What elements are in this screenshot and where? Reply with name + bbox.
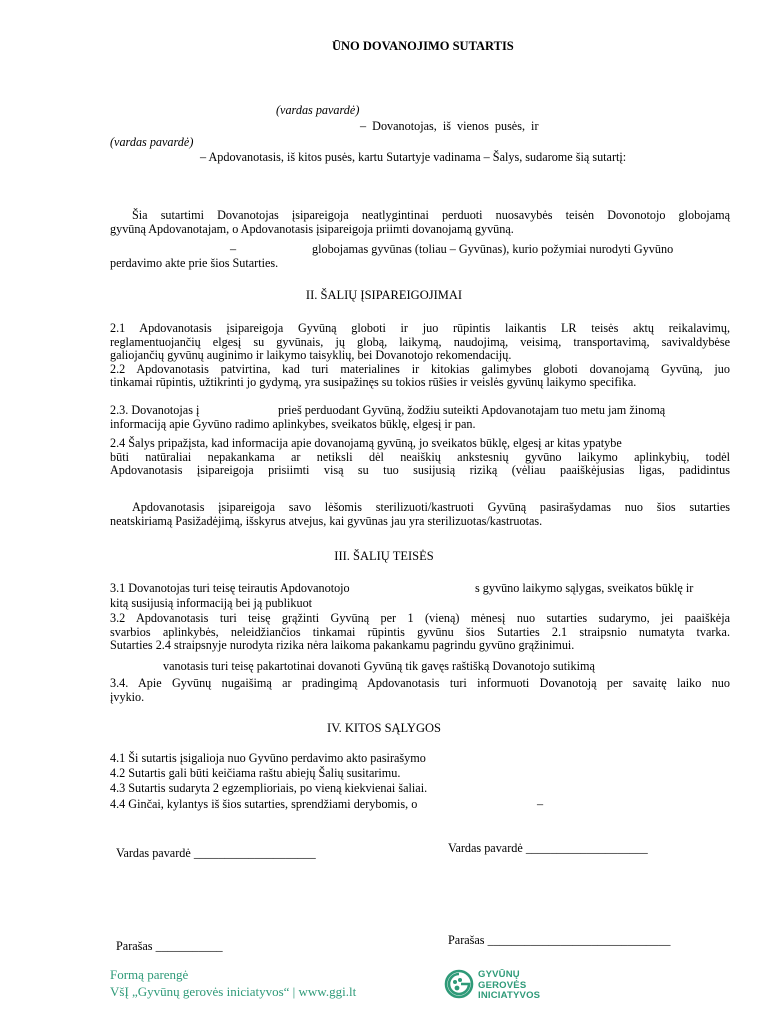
- clause-line: galiojančių gyvūnų auginimo ir laikymo taisyklių, bei Dovanotojo rekomendacijų.: [110, 348, 512, 362]
- footer-prepared-by: Formą parengė: [110, 967, 189, 982]
- clause-line: būti natūraliai nepakankama ar netiksli dėl neaiškių ankstesnių gyvūno laikymo aplinkybių, todėl: [110, 449, 730, 464]
- left-name-signature-line: Vardas pavardė ____________________: [116, 846, 316, 860]
- donor-name-placeholder: (vardas pavardė): [276, 103, 360, 117]
- organization-logo: [444, 969, 574, 1003]
- clause-line: neatskiriamą Pasižadėjimą, išskyrus atvejus, kai gyvūnas jau yra sterilizuotas/kastruotas.: [110, 513, 543, 528]
- intro-line-1: Šia sutartimi Dovanotojas įsipareigoja neatlygintinai perduoti nuosavybės teisėn Dovonotojo globojamą: [132, 208, 730, 222]
- clause-2-3-line-2: informaciją apie Gyvūno radimo aplinkybes, sveikatos būklę, elgesį ir pan.: [110, 417, 476, 431]
- donor-line: – Dovanotojas, iš vienos pusės, ir: [360, 119, 539, 133]
- clause-4-1: 4.1 Ši sutartis įsigalioja nuo Gyvūno perdavimo akto pasirašymo: [110, 751, 426, 765]
- clause-3-1-start: 3.1 Dovanotojas turi teisę teirautis Apdovanotojo: [110, 581, 350, 595]
- section-3-heading: III. ŠALIŲ TEISĖS: [334, 549, 434, 563]
- intro-line-4: perdavimo akte prie šios Sutarties.: [110, 256, 279, 270]
- clause-line: Apdovanotasis įsipareigoja savo lėšomis sterilizuoti/kastruoti Gyvūną pasirašydamas nuo šios sutarties: [132, 500, 730, 514]
- intro-dash: –: [230, 242, 237, 256]
- clause-3-4: [110, 677, 730, 704]
- right-sign-line: Parašas ______________________________: [448, 933, 671, 947]
- clause-2-4: [110, 437, 730, 478]
- clause-line: Apdovanotasis įsipareigoja prisiimti visą su tuo susijusią riziką (vėliau paaiškėjusias ligas, padidintus: [110, 463, 730, 477]
- clause-line: tinkamai rūpintis, užtikrinti jo gydymą, yra susipažinęs su tokios rūšies ir veislės gyvūnų laikymo specifika.: [110, 375, 637, 389]
- left-sign-line: Parašas ___________: [116, 939, 223, 953]
- clause-4-4-dash: –: [537, 797, 544, 811]
- logo-text-line-2: GEROVĖS: [478, 979, 527, 991]
- clause-3-2: [110, 612, 730, 653]
- clause-line: Sutarties 2.4 straipsnyje nurodyta rizika nėra laikoma pakankamu pagrindu gyvūno grąžinimui.: [110, 638, 575, 652]
- clause-line: 2.1 Apdovanotasis įsipareigoja Gyvūną globoti ir juo rūpintis laikantis LR teisės aktų reikalavimų,: [110, 321, 730, 335]
- logo-text-line-3: INICIATYVOS: [478, 990, 541, 1001]
- clause-line: svarbios aplinkybės, neleidžiančios tinkamai rūpintis gyvūnu šios Sutarties 2.1 straipsnio numatyta tvarka.: [110, 624, 730, 639]
- clause-4-3: 4.3 Sutartis sudaryta 2 egzemplioriais, po vieną kiekvienai šaliai.: [110, 781, 428, 795]
- clause-4-2: 4.2 Sutartis gali būti keičiama raštu abiejų Šalių susitarimu.: [110, 766, 401, 780]
- clause-line: reglamentuojančių elgesį su gyvūnais, jų globą, laikymą, naudojimą, veisimą, transportavimą, savivaldybėse: [110, 334, 730, 349]
- intro-paragraph: [110, 209, 730, 236]
- clause-3-3: vanotasis turi teisę pakartotinai dovanoti Gyvūną tik gavęs raštišką Dovanotojo sutikimą: [163, 659, 595, 673]
- clause-3-1-line-2: kitą susijusią informaciją bei ją publikuot: [110, 596, 313, 610]
- sterilization-paragraph: [110, 501, 730, 528]
- right-name-signature-line: Vardas pavardė ____________________: [448, 841, 648, 855]
- intro-line-2: gyvūną Apdovanotajam, o Apdovanotasis įsipareigoja priimti dovanojamą gyvūną.: [110, 221, 514, 236]
- section-4-heading: IV. KITOS SĄLYGOS: [327, 721, 441, 735]
- logo-text-line-1: GYVŪNŲ: [478, 969, 520, 980]
- recipient-line: – Apdovanotasis, iš kitos pusės, kartu Sutartyje vadinama – Šalys, sudarome šią sutartį:: [200, 150, 627, 164]
- clause-line: įvykio.: [110, 689, 145, 704]
- clause-line: 2.2 Apdovanotasis patvirtina, kad turi materialines ir kitokias galimybes globoti dovanojamą Gyvūną, juo: [110, 361, 730, 376]
- recipient-name-placeholder: (vardas pavardė): [110, 135, 194, 149]
- clause-4-4-start: 4.4 Ginčai, kylantys iš šios sutarties, sprendžiami derybomis, o: [110, 797, 418, 811]
- clause-2-3-rest: prieš perduodant Gyvūną, žodžiu suteikti Apdovanotajam tuo metu jam žinomą: [278, 403, 666, 417]
- clause-2-3-start: 2.3. Dovanotojas į: [110, 403, 200, 417]
- intro-line-3: globojamas gyvūnas (toliau – Gyvūnas), kurio požymiai nurodyti Gyvūno: [312, 242, 674, 256]
- document-title: ŪNO DOVANOJIMO SUTARTIS: [332, 39, 514, 53]
- footer-organization: VšĮ „Gyvūnų gerovės iniciatyvos“ | www.ggi.lt: [110, 984, 357, 999]
- section-2-heading: II. ŠALIŲ ĮSIPAREIGOJIMAI: [305, 288, 463, 302]
- clause-line: 2.4 Šalys pripažįsta, kad informacija apie dovanojamą gyvūną, jo sveikatos būklę, elgesį ar kitas ypatybe: [110, 436, 622, 450]
- paw-logo-icon: [444, 969, 474, 999]
- clause-2-1: [110, 322, 730, 390]
- clause-3-1-rest: s gyvūno laikymo sąlygas, sveikatos būklę ir: [475, 581, 694, 595]
- clause-line: 3.2 Apdovanotasis turi teisę grąžinti Gyvūną per 1 (vieną) mėnesį nuo sutarties sudarymo, jei paaiškėja: [110, 611, 730, 625]
- clause-line: 3.4. Apie Gyvūnų nugaišimą ar pradingimą Apdovanotasis turi informuoti Dovanotoją per savaitę laiko nuo: [110, 676, 730, 690]
